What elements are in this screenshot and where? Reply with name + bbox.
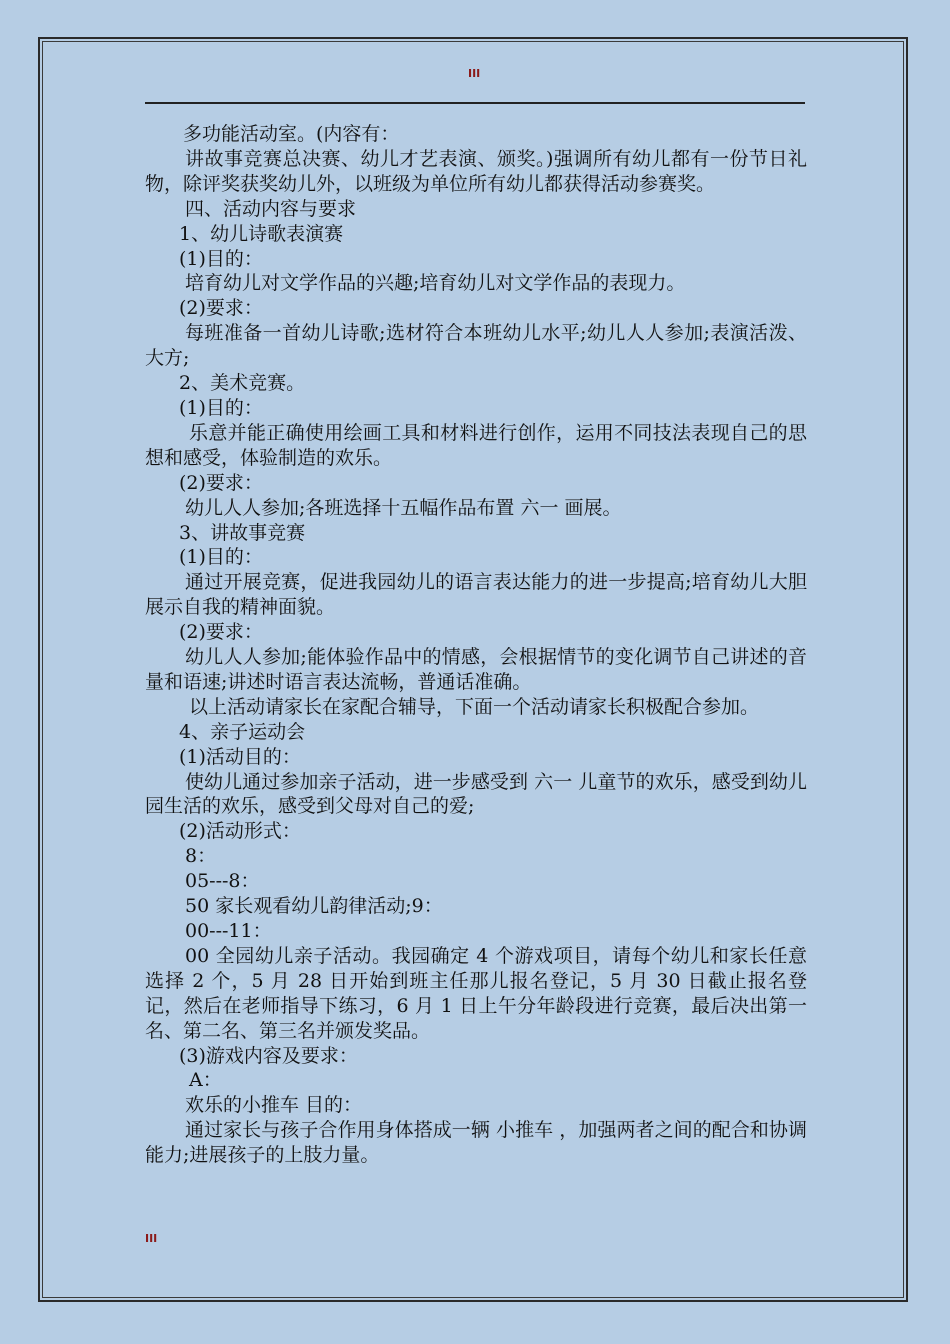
paragraph: A： [189,1069,222,1092]
paragraph: 幼儿人人参加;能体验作品中的情感，会根据情节的变化调节自己讲述的音量和语速;讲述时语言表达流畅，普通话准确。 [145,646,807,693]
paragraph: 欢乐的小推车 目的： [185,1094,363,1117]
paragraph: 00 全园幼儿亲子活动。我园确定 4 个游戏项目，请每个幼儿和家长任意选择 2 个，5 月 28 日开始到班主任那儿报名登记，5 月 30 日截止报名登记，然后在老师指导下练习，6 月 1 日上午分年龄段进行竞赛，最后决出第一名、第二名、第三名并颁发奖品。 [145,944,807,1042]
paragraph: 使幼儿通过参加亲子活动，进一步感受到 六一 儿童节的欢乐，感受到幼儿园生活的欢乐，感受到父母对自己的爱; [145,770,807,818]
paragraph: 讲故事竞赛总决赛、幼儿才艺表演、颁奖。)强调所有幼儿都有一份节日礼物，除评奖获奖幼儿外，以班级为单位所有幼儿都获得活动参赛奖。 [145,147,807,195]
paragraph: 00---11： [185,920,272,942]
paragraph: 乐意并能正确使用绘画工具和材料进行创作，运用不同技法表现自己的思想和感受，体验制造的欢乐。 [145,421,807,469]
paragraph: 1、幼儿诗歌表演赛 [179,222,344,245]
paragraph: (3)游戏内容及要求： [179,1044,358,1067]
paragraph: 3、讲故事竞赛 [179,521,306,544]
paragraph: (2)要求： [179,621,263,644]
paragraph: 4、亲子运动会 [179,720,306,743]
paragraph: (1)目的： [179,396,263,419]
paragraph: (1)目的： [179,247,263,270]
paragraph: 多功能活动室。(内容有： [183,123,400,145]
paragraph: 05---8： [185,870,260,893]
paragraph: 2、美术竞赛。 [179,372,306,395]
paragraph: (2)活动形式： [179,820,301,843]
paragraph: 每班准备一首幼儿诗歌;选材符合本班幼儿水平;幼儿人人参加;表演活泼、大方; [145,322,807,370]
header-rule [145,102,805,104]
paragraph: 50 家长观看幼儿韵律活动;9： [185,895,443,918]
document-body [145,122,807,1168]
paragraph: 幼儿人人参加;各班选择十五幅作品布置 六一 画展。 [185,496,622,519]
paragraph: 8： [185,845,217,868]
paragraph: (1)活动目的： [179,745,301,768]
paragraph: (2)要求： [179,297,263,320]
paragraph: (2)要求： [179,471,263,494]
paragraph: 四、活动内容与要求 [185,197,357,220]
footer-mark: III [145,1232,158,1245]
paragraph: 通过家长与孩子合作用身体搭成一辆 小推车 ，加强两者之间的配合和协调能力;进展孩子的上肢力量。 [145,1119,807,1167]
paragraph: 培育幼儿对文学作品的兴趣;培育幼儿对文学作品的表现力。 [185,272,686,295]
paragraph: (1)目的： [179,546,263,569]
paragraph: 通过开展竞赛，促进我园幼儿的语言表达能力的进一步提高;培育幼儿大胆展示自我的精神面貌。 [145,571,807,619]
header-mark: III [468,67,481,80]
paragraph: 以上活动请家长在家配合辅导，下面一个活动请家长积极配合参加。 [189,695,760,718]
